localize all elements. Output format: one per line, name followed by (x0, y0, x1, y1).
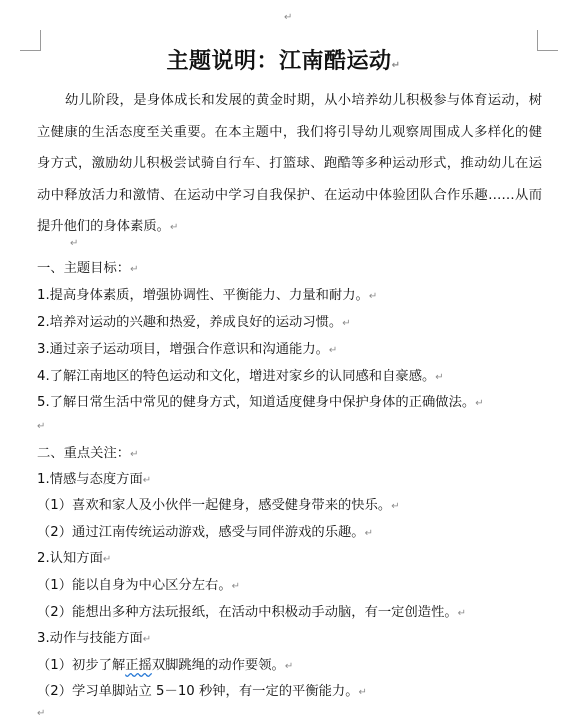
goal-item[interactable] (37, 367, 444, 388)
paragraph-mark-icon: ↵ (37, 421, 46, 432)
goal-text: 3.通过亲子运动项目，增强合作意识和沟通能力。 (37, 342, 329, 357)
subsection-title-text: 2.认知方面 (37, 551, 103, 566)
paragraph-mark-icon: ↵ (391, 501, 400, 512)
goal-text: 1.提高身体素质，增强协调性、平衡能力、力量和耐力。 (37, 288, 369, 303)
subsection-title[interactable] (37, 549, 111, 570)
paragraph-mark-icon: ↵ (342, 318, 351, 329)
focus-item[interactable] (37, 603, 466, 624)
paragraph-mark-icon: ↵ (368, 291, 378, 302)
paragraph-mark-icon: ↵ (475, 398, 484, 409)
heading-text: 一、主题目标： (37, 261, 131, 276)
subsection-title[interactable] (37, 629, 151, 650)
paragraph-mark-icon: ↵ (130, 264, 139, 275)
focus-item[interactable] (37, 656, 293, 677)
paragraph-mark-icon: ↵ (142, 475, 152, 486)
focus-item[interactable] (37, 576, 240, 597)
document-title[interactable] (0, 44, 567, 83)
paragraph-mark-icon: ↵ (70, 238, 79, 249)
goal-item[interactable] (37, 393, 484, 414)
paragraph-mark-icon: ↵ (37, 708, 46, 719)
goal-item[interactable] (37, 313, 351, 334)
paragraph-mark-icon: ↵ (284, 661, 294, 672)
focus-text: 双脚跳绳的动作要领。 (151, 658, 285, 673)
intro-paragraph[interactable] (37, 85, 542, 244)
paragraph-mark-icon: ↵ (435, 372, 444, 383)
spellcheck-underline-text[interactable]: 正摇 (125, 658, 152, 673)
intro-text: 幼儿阶段，是身体成长和发展的黄金时期，从小培养幼儿积极参与体育运动，树立健康的生活态度至关重要。在本主题中，我们将引导幼儿观察周围成人多样化的健身方式，激励幼儿积极尝试骑自行车、打篮球、跑酷等多种运动形式，推动幼儿在运动中释放活力和激情、在运动中学习自我保护、在运动中体验团队合作乐趣……从而提升他们的身体素质。 (37, 93, 542, 234)
paragraph-mark-icon: ↵ (391, 60, 401, 71)
focus-item[interactable] (37, 496, 400, 517)
goal-text: 2.培养对运动的兴趣和热爱，养成良好的运动习惯。 (37, 315, 343, 330)
section-heading-goals[interactable] (37, 259, 138, 280)
focus-text: （1）能以自身为中心区分左右。 (37, 578, 232, 593)
subsection-title-text: 3.动作与技能方面 (37, 631, 143, 646)
goal-item[interactable] (37, 286, 377, 307)
goal-item[interactable] (37, 340, 337, 361)
paragraph-mark-icon: ↵ (358, 687, 367, 698)
focus-item[interactable] (37, 682, 367, 703)
subsection-title[interactable] (37, 470, 151, 491)
paragraph-mark-icon: ↵ (328, 345, 338, 356)
focus-item[interactable] (37, 523, 373, 544)
paragraph-mark-icon: ↵ (284, 12, 293, 23)
focus-text: （2）通过江南传统运动游戏，感受与同伴游戏的乐趣。 (37, 525, 365, 540)
paragraph-mark-icon: ↵ (457, 608, 467, 619)
subsection-title-text: 1.情感与态度方面 (37, 472, 143, 487)
goal-text: 4.了解江南地区的特色运动和文化，增进对家乡的认同感和自豪感。 (37, 369, 436, 384)
heading-text: 二、重点关注： (37, 446, 131, 461)
paragraph-mark-icon: ↵ (102, 554, 112, 565)
paragraph-mark-icon: ↵ (142, 634, 152, 645)
section-heading-focus[interactable] (37, 444, 138, 465)
paragraph-mark-icon: ↵ (364, 528, 373, 539)
goal-text: 5.了解日常生活中常见的健身方式，知道适度健身中保护身体的正确做法。 (37, 395, 476, 410)
focus-text: （2）学习单脚站立 5－10 秒钟，有一定的平衡能力。 (37, 684, 359, 699)
focus-text: （2）能想出多种方法玩报纸，在活动中积极动手动脑，有一定创造性。 (37, 605, 458, 620)
title-text: 主题说明：江南酷运动 (166, 48, 392, 74)
paragraph-mark-icon: ↵ (231, 581, 241, 592)
focus-text: （1）初步了解 (37, 658, 126, 673)
paragraph-mark-icon: ↵ (130, 449, 139, 460)
paragraph-mark-icon: ↵ (169, 222, 179, 233)
focus-text: （1）喜欢和家人及小伙伴一起健身，感受健身带来的快乐。 (37, 498, 392, 513)
